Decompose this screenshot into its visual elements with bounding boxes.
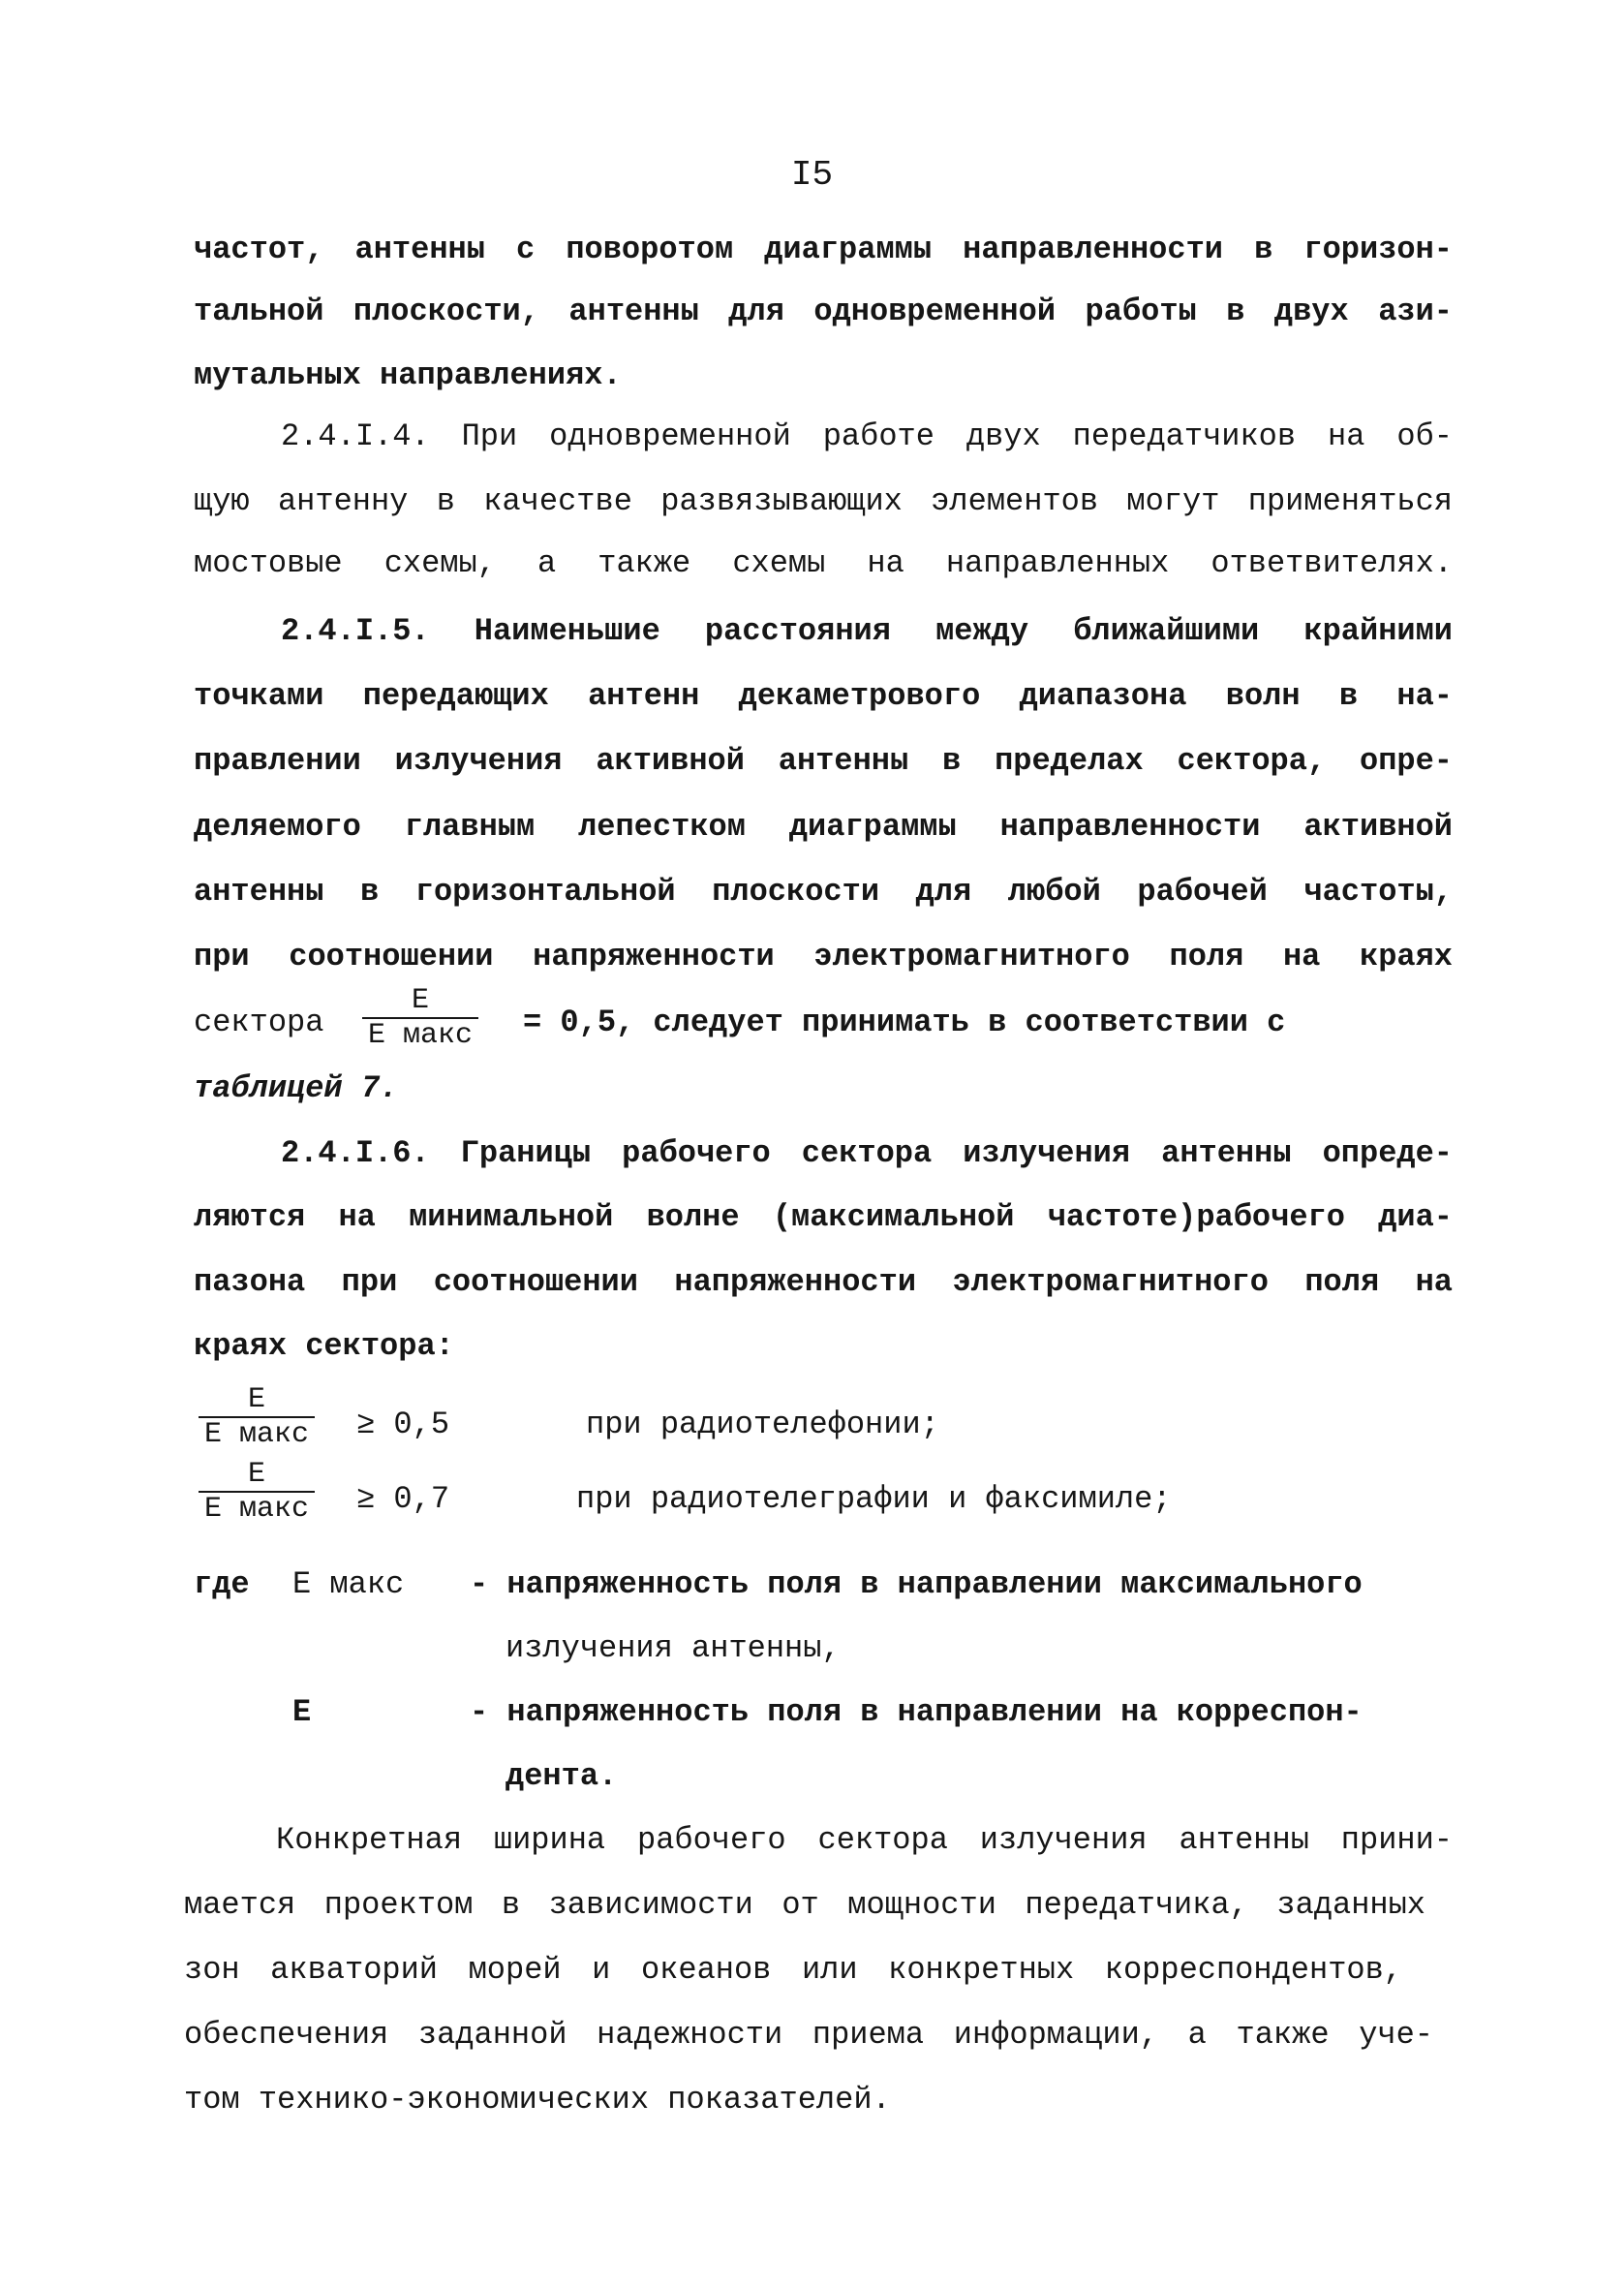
text-line: правлении излучения активной антенны в пределах сектора, опре- xyxy=(194,743,1453,779)
text-line: щую антенну в качестве развязывающих элементов могут применяться xyxy=(194,483,1453,519)
fraction-denominator: E макс xyxy=(199,1491,315,1524)
where-word: где xyxy=(194,1566,250,1602)
definition-line: излучения антенны, xyxy=(506,1630,841,1666)
text-line: точками передающих антенн декаметрового диапазона волн в на- xyxy=(194,678,1453,714)
condition-relation: ≥ 0,5 xyxy=(356,1407,450,1442)
text-line: обеспечения заданной надежности приема информации, а также уче- xyxy=(184,2017,1433,2053)
text-line: частот, антенны с поворотом диаграммы направленности в горизон- xyxy=(194,232,1453,267)
condition-description: при радиотелеграфии и факсимиле; xyxy=(576,1481,1172,1517)
text-line: тальной плоскости, антенны для одновременной работы в двух ази- xyxy=(194,294,1453,329)
fraction-denominator: E макс xyxy=(362,1017,478,1050)
definition-line: - напряженность поля в направлении максимального xyxy=(470,1566,1363,1602)
page-number: I5 xyxy=(790,155,834,195)
condition-description: при радиотелефонии; xyxy=(586,1407,939,1442)
text-line: краях сектора: xyxy=(194,1328,454,1364)
text-line: 2.4.I.6. Границы рабочего сектора излучения антенны опреде- xyxy=(281,1135,1453,1171)
fraction-e-over-emax xyxy=(362,986,478,1050)
text-line: пазона при соотношении напряженности электромагнитного поля на xyxy=(194,1264,1453,1300)
sector-suffix: = 0,5, следует принимать в соответствии с xyxy=(523,1005,1286,1040)
text-line: антенны в горизонтальной плоскости для любой рабочей частоты, xyxy=(194,874,1453,910)
text-line: 2.4.I.5. Наименьшие расстояния между ближайшими крайними xyxy=(281,613,1453,649)
text-line: мутальных направлениях. xyxy=(194,357,622,393)
fraction-numerator: E xyxy=(248,1383,266,1416)
term-emax: E макс xyxy=(292,1566,405,1602)
condition-fraction xyxy=(199,1385,315,1449)
fraction-numerator: E xyxy=(248,1458,266,1491)
text-line: при соотношении напряженности электромагнитного поля на краях xyxy=(194,939,1453,974)
text-line: мается проектом в зависимости от мощности передатчика, заданных xyxy=(184,1887,1425,1923)
text-line: деляемого главным лепестком диаграммы направленности активной xyxy=(194,809,1453,845)
condition-fraction xyxy=(199,1460,315,1524)
text-line: 2.4.I.4. При одновременной работе двух передатчиков на об- xyxy=(281,418,1453,454)
fraction-numerator: E xyxy=(412,984,430,1017)
table-reference: таблицей 7. xyxy=(194,1070,399,1106)
definition-line: - напряженность поля в направлении на корреспон- xyxy=(470,1694,1363,1730)
text-line: мостовые схемы, а также схемы на направленных ответвителях. xyxy=(194,545,1453,581)
sector-prefix: сектора xyxy=(194,1005,324,1040)
condition-relation: ≥ 0,7 xyxy=(356,1481,450,1517)
fraction-denominator: E макс xyxy=(199,1416,315,1449)
definition-line: дента. xyxy=(506,1758,618,1794)
text-line: ляются на минимальной волне (максимальной частоте)рабочего диа- xyxy=(194,1199,1453,1235)
term-e: E xyxy=(292,1694,312,1730)
text-line: том технико-экономических показателей. xyxy=(184,2082,891,2118)
text-line: зон акваторий морей и океанов или конкретных корреспондентов, xyxy=(184,1952,1402,1988)
text-line: Конкретная ширина рабочего сектора излучения антенны прини- xyxy=(276,1822,1453,1858)
